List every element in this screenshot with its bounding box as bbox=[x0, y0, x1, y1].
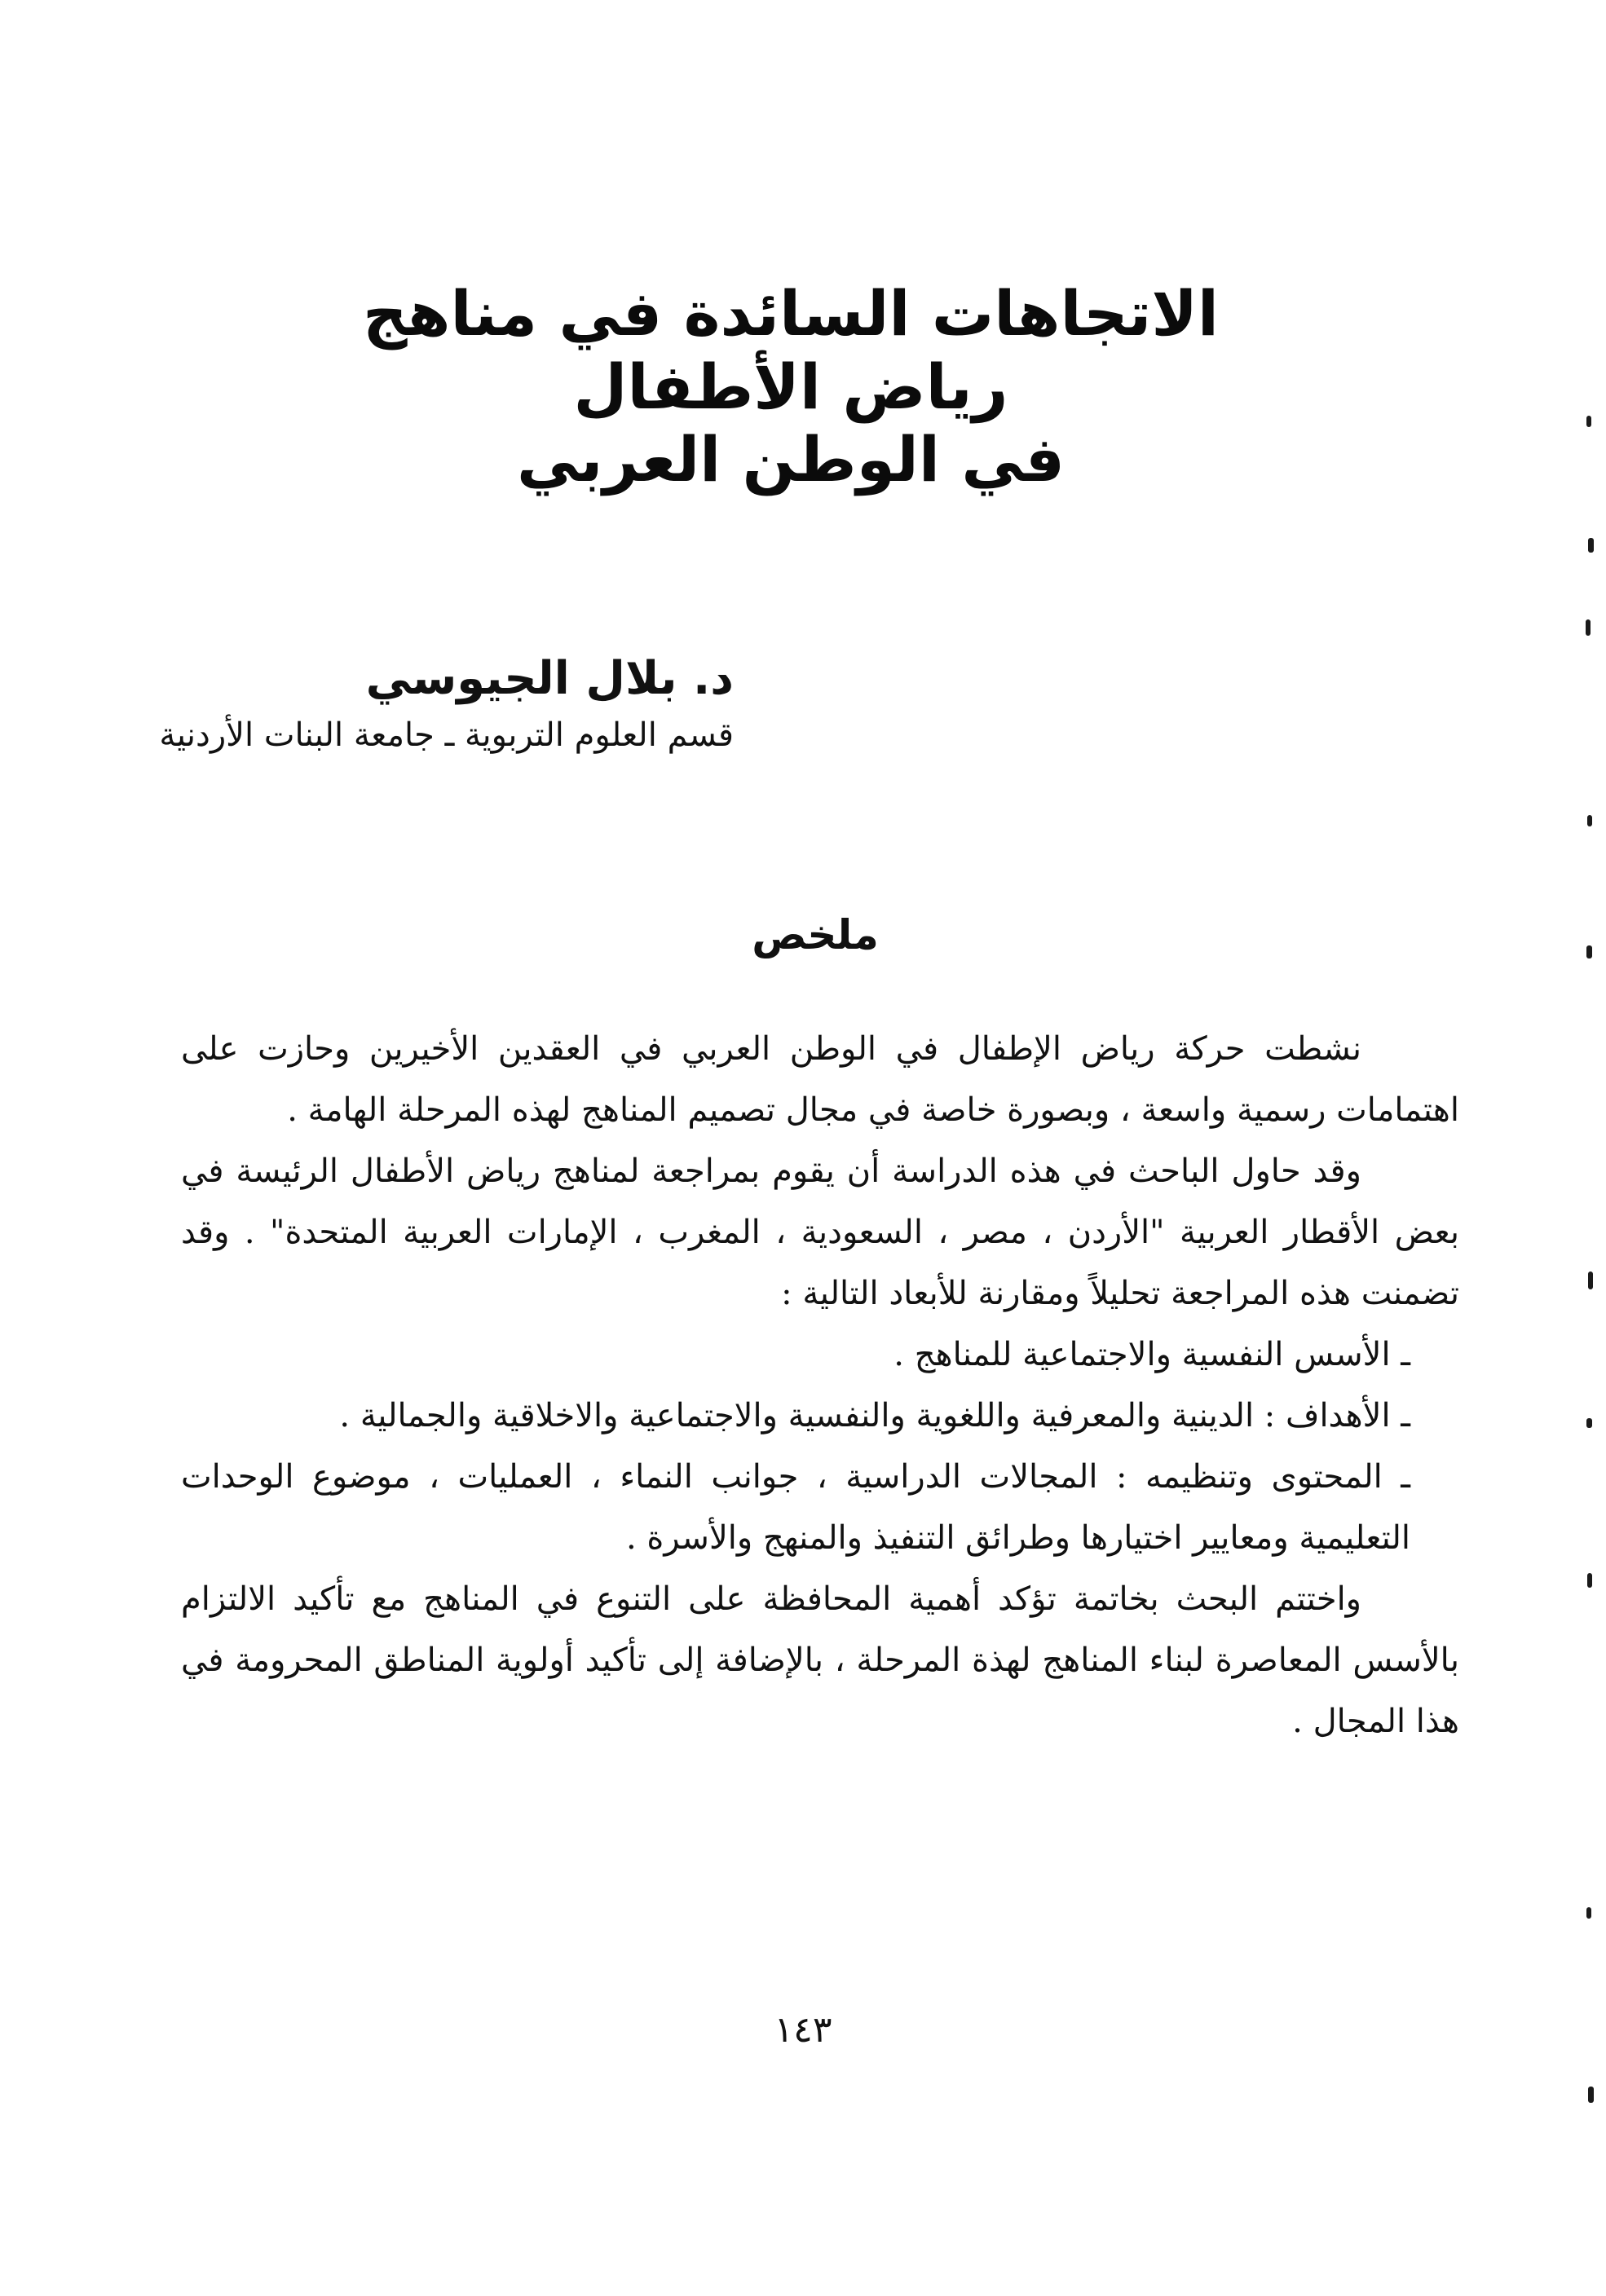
title-line-2: في الوطن العربي bbox=[517, 423, 1065, 496]
author-block bbox=[114, 652, 734, 754]
abstract-paragraph: واختتم البحث بخاتمة تؤكد أهمية المحافظة على التنوع في المناهج مع تأكيد الالتزام بالأسس المعاصرة لبناء المناهج لهذة المرحلة ، بالإضافة إلى تأكيد أولوية المناطق المحرومة في هذا المجال . bbox=[181, 1580, 1459, 1740]
abstract-paragraph: وقد حاول الباحث في هذه الدراسة أن يقوم بمراجعة لمناهج رياض الأطفال الرئيسة في بعض الأقطار العربية "الأردن ، مصر ، السعودية ، المغرب ، الإمارات العربية المتحدة" . وقد تضمنت هذه المراجعة تحليلاً ومقارنة للأبعاد التالية : bbox=[181, 1152, 1459, 1312]
scan-edge-mark bbox=[1586, 1418, 1592, 1428]
scan-edge-mark bbox=[1588, 538, 1594, 553]
scan-edge-mark bbox=[1588, 1271, 1593, 1289]
abstract-list-item: ـ الأسس النفسية والاجتماعية للمناهج . bbox=[893, 1336, 1410, 1373]
scan-edge-mark bbox=[1586, 619, 1591, 636]
author-name: د. بلال الجيوسي bbox=[365, 652, 734, 705]
abstract-heading: ملخص bbox=[752, 911, 879, 959]
scan-edge-mark bbox=[1587, 815, 1592, 826]
page-number: ١٤٣ bbox=[774, 2009, 832, 2051]
scan-edge-mark bbox=[1586, 1907, 1591, 1919]
scan-edge-mark bbox=[1586, 416, 1591, 427]
scan-edge-mark bbox=[1588, 2087, 1594, 2103]
abstract-body bbox=[181, 1019, 1459, 1752]
title-line-1: الاتجاهات السائدة في مناهج رياض الأطفال bbox=[363, 277, 1219, 423]
abstract-list-item: ـ الأهداف : الدينية والمعرفية واللغوية والنفسية والاجتماعية والاخلاقية والجمالية . bbox=[339, 1397, 1410, 1434]
author-affiliation: قسم العلوم التربوية ـ جامعة البنات الأردنية bbox=[159, 716, 734, 754]
scan-edge-mark bbox=[1587, 1573, 1592, 1588]
article-title bbox=[310, 277, 1272, 496]
abstract-paragraph: نشطت حركة رياض الإطفال في الوطن العربي في العقدين الأخيرين وحازت على اهتمامات رسمية واسعة ، وبصورة خاصة في مجال تصميم المناهج لهذه المرحلة الهامة . bbox=[181, 1030, 1459, 1129]
abstract-list-item: ـ المحتوى وتنظيمه : المجالات الدراسية ، جوانب النماء ، العمليات ، موضوع الوحدات التعليمية ومعايير اختيارها وطرائق التنفيذ والمنهج والأسرة . bbox=[181, 1458, 1410, 1557]
scan-edge-mark bbox=[1586, 945, 1592, 959]
